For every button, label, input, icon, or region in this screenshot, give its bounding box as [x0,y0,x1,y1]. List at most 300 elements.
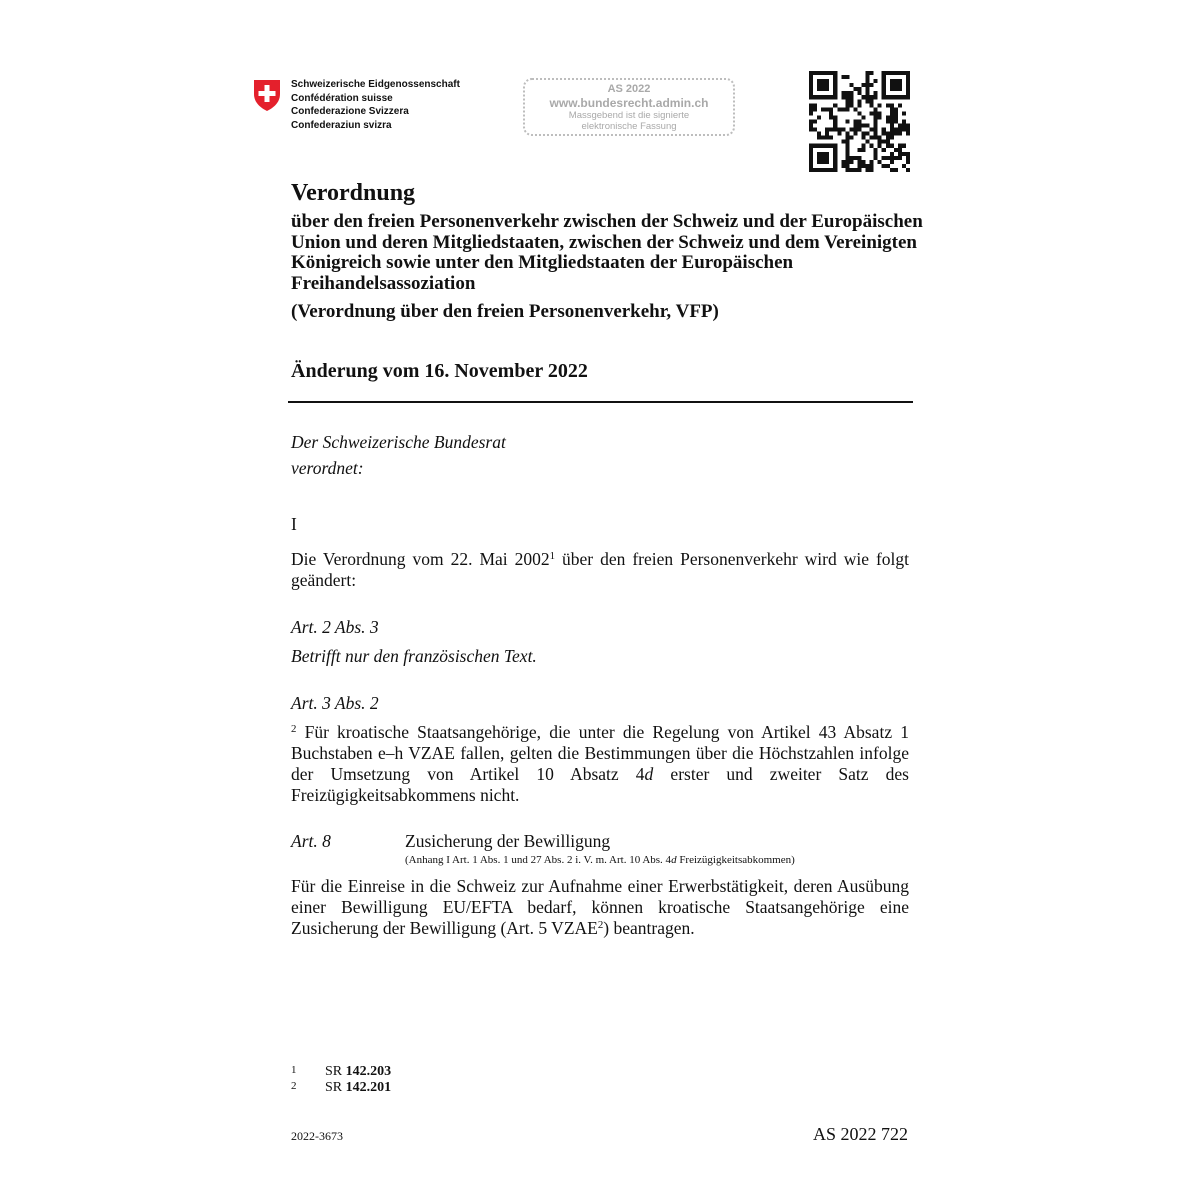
article-3-letter: d [644,764,654,784]
qr-module [870,136,874,140]
official-collection-reference: AS 2022 722 [813,1124,909,1144]
qr-module [886,136,890,140]
qr-module [866,87,870,91]
qr-module [821,160,825,164]
qr-module [882,79,886,83]
qr-module [821,107,825,111]
footnote-2-reference[interactable]: 142.201 [345,1080,392,1095]
qr-module [817,71,821,75]
qr-module [894,71,898,75]
qr-module [898,95,902,99]
qr-module [833,144,837,148]
qr-module [902,124,906,128]
qr-module [886,95,890,99]
article-8-number: Art. 8 [291,831,331,851]
qr-module [878,136,882,140]
qr-module [849,128,853,132]
qr-module [886,71,890,75]
qr-module [821,87,825,91]
qr-module [906,75,910,79]
qr-module [845,119,849,123]
article-8-text-start: Für die Einreise in die Schweiz zur Aufnahme einer Erwerbstätigkeit, deren Ausübung einer Bewilligung EU/EFTA bedarf, können kroatische Staatsangehörige eine Zusicherung der Bewilligung (Art. 5 VZAE [291,876,909,938]
qr-module [898,71,902,75]
qr-module [894,111,898,115]
qr-module [833,160,837,164]
qr-module [902,71,906,75]
qr-module [845,140,849,144]
section-number: I [291,514,297,534]
qr-module [817,136,821,140]
qr-module [809,128,813,132]
qr-module [825,83,829,87]
qr-module [817,87,821,91]
qr-module [878,103,882,107]
qr-module [821,156,825,160]
qr-module [817,152,821,156]
qr-module [857,103,861,107]
qr-module [813,168,817,172]
qr-module [813,107,817,111]
qr-module [866,168,870,172]
article-3-text-start: Für kroatische Staatsangehörige, die unter die Regelung von Artikel 43 Absatz 1 Buchstaben e–h VZAE fallen, gelten die Bestimmungen über die Höchstzahlen infolge der Umsetzung von Artikel 10 Absatz 4 [291,722,909,784]
qr-module [857,111,861,115]
qr-module [882,164,886,168]
article-3-text-end: erster und zweiter Satz des Freizügigkeitsabkommens nicht. [291,764,909,805]
qr-module [870,111,874,115]
qr-module [870,83,874,87]
qr-module [845,168,849,172]
qr-module [902,95,906,99]
qr-module [882,75,886,79]
qr-module [853,156,857,160]
qr-module [906,152,910,156]
qr-module [886,144,890,148]
qr-module [906,95,910,99]
qr-module [829,71,833,75]
qr-module [882,148,886,152]
authenticity-stamp [523,78,735,136]
qr-module [849,160,853,164]
qr-module [857,164,861,168]
qr-module [825,168,829,172]
qr-module [821,144,825,148]
qr-module [898,132,902,136]
qr-module [886,140,890,144]
qr-module [825,152,829,156]
qr-module [817,144,821,148]
qr-module [825,160,829,164]
qr-module [878,140,882,144]
qr-module [882,128,886,132]
qr-module [833,128,837,132]
article-8-reference-end: Freizügigkeitsabkommen) [676,854,795,866]
qr-module [898,87,902,91]
qr-module [845,160,849,164]
qr-module [809,111,813,115]
qr-module [894,83,898,87]
qr-module [862,164,866,168]
qr-module [849,103,853,107]
qr-module [833,91,837,95]
qr-module [862,132,866,136]
qr-module [866,164,870,168]
qr-module [882,91,886,95]
qr-module [890,83,894,87]
intro-text-end: über den freien Personenverkehr wird wie folgt geändert: [291,549,910,590]
qr-module [841,140,845,144]
qr-module [817,79,821,83]
qr-module [857,87,861,91]
article-8-reference-start: (Anhang I Art. 1 Abs. 1 und 27 Abs. 2 i. V. m. Art. 10 Abs. 4 [405,854,672,866]
federation-name-fr: Confédération suisse [291,92,393,104]
qr-module [825,95,829,99]
qr-module [870,164,874,168]
article-8-reference-letter: d [671,854,677,866]
qr-module [866,91,870,95]
qr-module [853,124,857,128]
qr-module [813,128,817,132]
qr-module [817,115,821,119]
article-8-title: Zusicherung der Bewilligung [405,831,611,851]
federation-name-de: Schweizerische Eidgenossenschaft [291,79,460,90]
qr-module [809,152,813,156]
qr-module [866,83,870,87]
qr-module [894,115,898,119]
footnote-ref-2[interactable]: 2 [597,919,604,932]
qr-module [894,168,898,172]
swiss-coat-of-arms-icon [252,78,282,112]
qr-module [882,140,886,144]
qr-module [886,156,890,160]
footnote-2-text [325,1079,391,1096]
qr-module [829,136,833,140]
qr-module [817,83,821,87]
qr-module [898,124,902,128]
qr-module [833,79,837,83]
qr-module [890,168,894,172]
qr-module [862,83,866,87]
document-short-title: (Verordnung über den freien Personenverkehr, VFP) [291,301,719,322]
qr-module [857,124,861,128]
qr-module [882,95,886,99]
qr-module [874,115,878,119]
qr-module [853,168,857,172]
qr-module [845,95,849,99]
qr-module [870,71,874,75]
qr-module [809,144,813,148]
qr-module [862,95,866,99]
qr-module [833,164,837,168]
qr-module [890,107,894,111]
qr-module [849,156,853,160]
qr-module [857,160,861,164]
qr-module [874,119,878,123]
decree-verb: verordnet: [291,458,364,478]
qr-module [898,148,902,152]
qr-module [813,103,817,107]
qr-module [825,136,829,140]
qr-module [845,164,849,168]
qr-module [890,71,894,75]
qr-module [809,164,813,168]
federation-names [291,78,460,132]
qr-module [809,119,813,123]
qr-module [870,128,874,132]
qr-module [825,87,829,91]
stamp-collection: AS 2022 [607,83,651,95]
qr-module [866,95,870,99]
qr-module [845,156,849,160]
qr-module [866,71,870,75]
article-3-heading: Art. 3 Abs. 2 [291,693,379,713]
qr-module [886,164,890,168]
issuing-authority: Der Schweizerische Bundesrat [291,432,506,452]
qr-module [862,124,866,128]
qr-module [817,95,821,99]
qr-module [890,160,894,164]
qr-module [833,115,837,119]
qr-module [837,128,841,132]
qr-module [809,83,813,87]
qr-module [894,148,898,152]
qr-module [853,119,857,123]
qr-module [853,128,857,132]
qr-module [894,119,898,123]
qr-code-icon[interactable] [809,71,910,172]
qr-module [894,95,898,99]
qr-module [841,160,845,164]
qr-module [845,103,849,107]
qr-module [833,124,837,128]
document-subtitle: über den freien Personenverkehr zwischen der Schweiz und der Europäischen Union und deren Mitgliedstaaten, zwischen der Schweiz und dem Vereinigten Königreich sowie unter den Mitgliedstaaten der Europäischen Freihandelsassoziation [291,211,923,294]
qr-module [829,128,833,132]
qr-module [825,144,829,148]
qr-module [813,119,817,123]
qr-module [837,132,841,136]
qr-module [874,132,878,136]
qr-module [874,95,878,99]
qr-module [809,79,813,83]
article-2-text: Betrifft nur den französischen Text. [291,646,537,666]
qr-module [902,111,906,115]
qr-module [857,99,861,103]
qr-module [906,128,910,132]
qr-module [857,156,861,160]
footnote-1-text [325,1063,391,1080]
qr-module [906,83,910,87]
qr-module [829,168,833,172]
qr-module [809,156,813,160]
footnote-2-prefix: SR [325,1080,346,1095]
qr-module [874,128,878,132]
qr-module [825,71,829,75]
qr-module [870,144,874,148]
qr-module [890,119,894,123]
qr-module [866,75,870,79]
footnote-1-prefix: SR [325,1064,346,1079]
qr-module [906,87,910,91]
qr-module [817,160,821,164]
qr-module [906,160,910,164]
qr-module [862,144,866,148]
qr-module [833,95,837,99]
qr-module [890,132,894,136]
qr-module [894,156,898,160]
qr-module [874,124,878,128]
qr-module [870,95,874,99]
qr-module [902,119,906,123]
qr-module [813,144,817,148]
intro-text-start: Die Verordnung vom 22. Mai 2002 [291,549,550,569]
footnote-1-reference[interactable]: 142.203 [345,1064,392,1079]
document-number: 2022-3673 [291,1129,343,1143]
stamp-url[interactable]: www.bundesrecht.admin.ch [549,96,709,110]
qr-module [849,168,853,172]
qr-module [825,132,829,136]
qr-module [829,111,833,115]
qr-module [833,168,837,172]
qr-module [849,83,853,87]
qr-module [862,148,866,152]
qr-module [857,91,861,95]
qr-module [890,111,894,115]
qr-module [833,152,837,156]
qr-module [882,156,886,160]
qr-module [821,168,825,172]
qr-module [845,107,849,111]
qr-module [857,128,861,132]
federation-name-rm: Confederaziun svizra [291,119,392,131]
qr-module [898,103,902,107]
qr-module [870,168,874,172]
qr-module [886,115,890,119]
qr-module [813,95,817,99]
qr-module [825,107,829,111]
qr-module [813,71,817,75]
qr-module [821,95,825,99]
qr-module [906,91,910,95]
article-8-paragraph [291,876,909,939]
qr-module [886,119,890,123]
qr-module [841,91,845,95]
qr-module [845,91,849,95]
qr-module [882,71,886,75]
qr-module [849,99,853,103]
qr-module [853,107,857,111]
qr-module [809,103,813,107]
qr-module [853,132,857,136]
qr-module [809,91,813,95]
qr-module [886,132,890,136]
qr-module [906,168,910,172]
qr-module [833,103,837,107]
qr-module [857,168,861,172]
stamp-note-1: Massgebend ist die signierte [568,110,690,121]
qr-module [862,160,866,164]
qr-module [829,144,833,148]
qr-module [898,128,902,132]
qr-module [890,124,894,128]
qr-module [833,156,837,160]
qr-module [898,156,902,160]
footnote-1-number: 1 [291,1064,297,1076]
qr-module [874,152,878,156]
qr-module [890,156,894,160]
qr-module [833,75,837,79]
qr-module [890,103,894,107]
qr-module [821,71,825,75]
qr-module [894,107,898,111]
qr-module [874,148,878,152]
qr-module [862,136,866,140]
qr-module [890,144,894,148]
qr-module [841,164,845,168]
qr-module [894,132,898,136]
qr-module [845,132,849,136]
qr-module [829,107,833,111]
qr-module [874,107,878,111]
qr-module [825,128,829,132]
qr-module [853,87,857,91]
document-title: Verordnung [291,180,416,206]
qr-module [870,160,874,164]
qr-module [849,91,853,95]
qr-module [874,111,878,115]
qr-module [833,87,837,91]
qr-module [894,128,898,132]
article-8-text-end: ) beantragen. [603,918,695,938]
qr-module [902,144,906,148]
qr-module [890,152,894,156]
qr-module [890,87,894,91]
qr-module [845,99,849,103]
qr-module [841,107,845,111]
qr-module [902,152,906,156]
qr-module [821,79,825,83]
qr-module [906,79,910,83]
qr-module [809,168,813,172]
qr-module [845,144,849,148]
qr-module [898,79,902,83]
qr-module [898,144,902,148]
qr-module [845,75,849,79]
qr-module [898,152,902,156]
article-2-heading: Art. 2 Abs. 3 [291,617,379,637]
qr-module [890,128,894,132]
qr-module [890,95,894,99]
qr-module [809,75,813,79]
qr-module [857,119,861,123]
qr-module [809,87,813,91]
qr-module [874,156,878,160]
qr-module [809,148,813,152]
qr-module [870,103,874,107]
footnote-ref-1[interactable]: 1 [549,550,556,563]
qr-module [809,95,813,99]
qr-module [874,136,878,140]
qr-module [878,144,882,148]
qr-module [825,79,829,83]
qr-module [821,152,825,156]
qr-module [829,95,833,99]
qr-module [817,156,821,160]
qr-module [894,87,898,91]
qr-module [841,75,845,79]
federation-name-it: Confederazione Svizzera [291,106,409,117]
qr-module [845,136,849,140]
stamp-note-2: elektronische Fassung [581,121,677,132]
qr-module [809,71,813,75]
